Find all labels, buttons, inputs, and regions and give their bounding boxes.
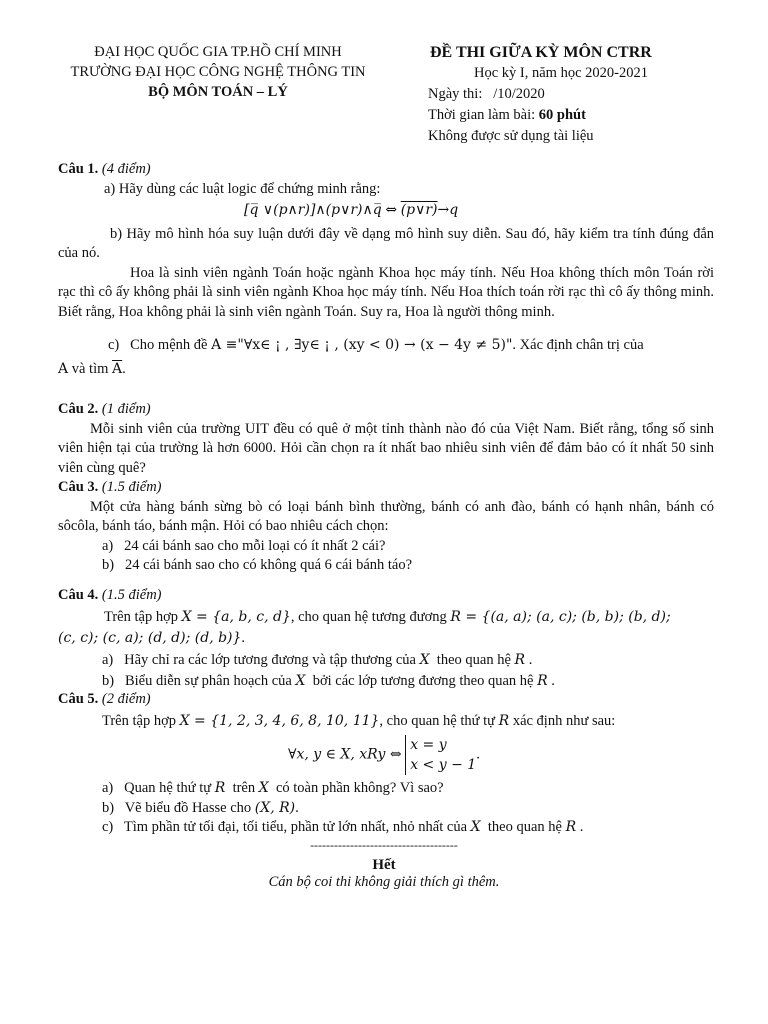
q4-set-x: X = {a, b, c, d} [181,608,291,625]
q5-intro-b: , cho quan hệ thứ tự [379,712,499,729]
q1-formula-right-rest: →q [437,202,459,218]
q3-text: Một cửa hàng bánh sừng bò có loại bánh bình thường, bánh có anh đào, bánh có hạnh nhân, bánh có sôcôla, bánh táo, bánh mận. Hỏi có bao nhiêu cách chọn: [58,498,714,534]
q1-c-a: A [58,360,69,377]
q5-part-c [58,818,718,838]
q5-heading [58,690,718,710]
q5-c-r: R [565,819,577,835]
q4-relation-r-line1: R = {(a, a); (a, c); (b, b); (b, d); [450,608,671,625]
q4-b-r: R [537,673,548,689]
exam-duration [428,105,748,126]
q5-def-case-2: x < y − 1 [410,757,477,773]
q5-c-end: . [576,819,584,835]
school-name: TRƯỜNG ĐẠI HỌC CÔNG NGHỆ THÔNG TIN [70,64,366,80]
q5-def-cases [405,735,476,775]
q1-part-c [58,336,714,356]
q1-title: Câu 1. [58,161,99,177]
q1-c-a-negated: $\overline{A}$ [112,360,123,377]
question-3 [58,478,714,576]
q4-title: Câu 4. [58,587,99,603]
q1-part-a: a) Hãy dùng các luật logic để chứng minh rằng: [104,180,381,197]
exam-date: Ngày thi: /10/2020 [428,86,545,102]
q5-intro-c: xác định như sau: [509,712,616,729]
q5-set-x: X = {1, 2, 3, 4, 6, 8, 10, 11} [179,712,380,729]
q5-a-mid: trên [225,780,259,796]
header-right [428,42,748,147]
q2-points: (1 điểm) [101,401,151,417]
q5-intro-a: Trên tập hợp [102,712,180,729]
q4-a-mid: theo quan hệ [429,651,515,668]
q3-points: (1.5 điểm) [101,479,162,495]
q4-points: (1.5 điểm) [101,587,162,603]
question-2 [58,400,714,478]
semester: Học kỳ I, năm học 2020-2021 [474,65,648,81]
exam-title: ĐỀ THI GIỮA KỲ MÔN CTRR [430,44,652,61]
q5-a-r: R [214,780,226,796]
q4-heading [58,586,718,606]
q5-points: (2 điểm) [101,691,151,707]
q1-points: (4 điểm) [101,161,151,177]
q4-b-mid: bởi các lớp tương đương theo quan hệ [305,673,538,689]
q2-title: Câu 2. [58,401,99,417]
duration-value: 60 phút [538,107,586,123]
q5-a-x: X [258,780,269,796]
q3-part-a: a) 24 cái bánh sao cho mỗi loại có ít nhất 2 cái? [102,537,386,554]
q4-part-a [58,651,718,671]
q3-title: Câu 3. [58,479,99,495]
question-1 [58,160,714,379]
q5-c-mid: theo quan hệ [480,819,566,835]
q5-part-a [58,779,718,799]
q1-c-end: . [122,360,126,377]
no-materials-note: Không được sử dụng tài liệu [428,128,594,144]
q5-a-text: a) Quan hệ thứ tự [102,780,215,796]
q1-formula-left: [q̅ ∨(p∧r)]∧(p∨r)∧q̅ [244,202,382,218]
q1-part-c-line2 [58,360,714,380]
q4-intro-a: Trên tập hợp [104,608,182,625]
q1-c-suffix: . Xác định chân trị của [512,337,644,353]
q5-b-text: b) Vẽ biểu đồ Hasse cho [102,799,255,816]
q1-part-b-intro: b) Hãy mô hình hóa suy luận dưới đây về dạng mô hình suy diễn. Sau đó, hãy kiểm tra tính đúng đắn của nó. [58,225,714,261]
q5-def-end: . [476,746,480,763]
q5-definition [58,735,718,775]
q4-part-b [58,672,718,692]
q5-rel: R [498,712,510,729]
footer [0,838,768,891]
q4-relation-line2 [58,629,718,649]
q4-b-end: . [547,673,555,689]
q4-a-end: . [525,651,533,668]
q4-b-x: X [295,673,306,689]
q4-intro-b: , cho quan hệ tương đương [290,608,451,625]
q1-heading [58,160,714,180]
question-4 [58,586,718,692]
q5-def-case-1: x = y [410,737,447,753]
footer-separator: ------------------------------------- [310,838,458,852]
department-name: BỘ MÔN TOÁN – LÝ [148,84,288,100]
q1-formula-right-negated: (p∨r) [400,202,438,218]
q5-def-left: ∀x, y ∈ X, xRy ⇔ [288,746,402,763]
q5-a-end: có toàn phần không? Vì sao? [268,780,444,796]
q5-b-end: . [295,799,299,816]
proctor-note: Cán bộ coi thi không giải thích gì thêm. [268,874,500,890]
q5-b-xr: (X, R) [254,799,296,816]
q4-b-text: b) Biểu diễn sự phân hoạch của [102,673,296,689]
q5-intro [58,712,718,732]
q4-a-r: R [514,651,526,668]
q2-heading [58,400,714,420]
end-marker: Hết [372,857,396,873]
q4-relation-end: . [241,630,246,646]
q5-title: Câu 5. [58,691,99,707]
q3-heading [58,478,714,498]
q1-formula-iff: ⇔ [385,202,398,218]
duration-label: Thời gian làm bài: [428,107,539,123]
q1-part-b-text: Hoa là sinh viên ngành Toán hoặc ngành Khoa học máy tính. Nếu Hoa không thích môn Toán rời rạc thì cô ấy không phải là sinh viên ngành Khoa học máy tính. Nếu Hoa thích toán rời rạc thì cô ấy thông minh. Biết rằng, Hoa không phải là sinh viên ngành Toán. Suy ra, Hoa là người thông minh. [58,264,714,320]
q1-c-prefix: c) Cho mệnh đề [108,337,208,353]
university-name: ĐẠI HỌC QUỐC GIA TP.HỒ CHÍ MINH [94,44,342,60]
q4-relation-r-line2: (c, c); (c, a); (d, d); (d, b)} [58,630,242,646]
q1-a-formula [58,201,714,221]
q4-a-x: X [419,651,430,668]
q2-text: Mỗi sinh viên của trường UIT đều có quê ở một tỉnh thành nào đó của Việt Nam. Biết rằng, tổng số sinh viên hiện tại của trường là hơn 6000. Hỏi cần chọn ra ít nhất bao nhiêu sinh viên để đảm bảo có ít nhất 50 sinh viên cùng quê? [58,420,714,476]
question-5 [58,690,718,838]
q4-intro [58,608,718,628]
q5-c-text: c) Tìm phần tử tối đại, tối tiểu, phần tử lớn nhất, nhỏ nhất của [102,819,471,835]
header-left [38,42,398,102]
q4-a-text: a) Hãy chỉ ra các lớp tương đương và tập thương của [102,651,420,668]
q3-part-b: b) 24 cái bánh sao cho có không quá 6 cái bánh táo? [102,557,413,573]
q5-c-x: X [470,819,481,835]
q1-c-mid: và tìm [68,360,113,377]
q1-c-formula: A ≡"∀x∈ ¡ , ∃y∈ ¡ , (xy < 0) → (x − 4y ≠ 5)" [211,337,513,353]
q5-part-b [58,799,718,819]
